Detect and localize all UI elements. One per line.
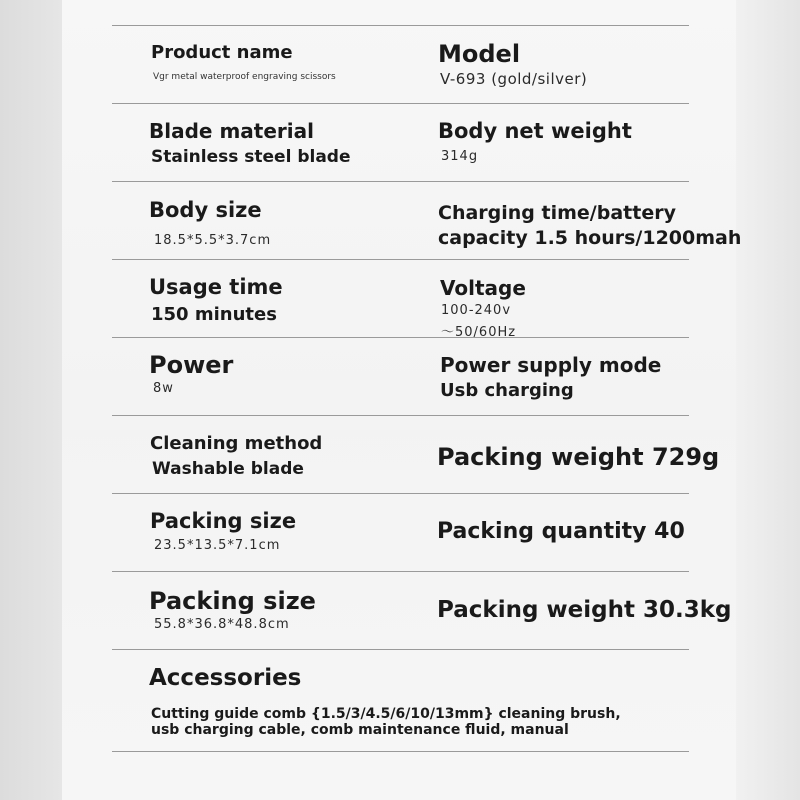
spec-value-carton-size: 55.8*36.8*48.8cm	[154, 617, 290, 632]
spec-label-carton-size: Packing size	[149, 587, 316, 615]
spec-packing-quantity: Packing quantity 40	[437, 519, 685, 544]
divider	[112, 25, 689, 26]
spec-value-product-name: Vgr metal waterproof engraving scissors	[153, 72, 336, 82]
spec-label-power: Power	[149, 351, 234, 379]
spec-label-model: Model	[438, 40, 521, 68]
accessories-heading: Accessories	[149, 665, 302, 691]
accessories-list-line-1: Cutting guide comb {1.5/3/4.5/6/10/13mm} cleaning brush,	[151, 706, 621, 722]
spec-value-voltage-frequency: ～50/60Hz	[441, 325, 517, 340]
divider	[112, 493, 689, 494]
spec-value-power-supply-mode: Usb charging	[440, 380, 574, 401]
spec-value-model: V-693 (gold/silver)	[440, 70, 588, 88]
divider	[112, 571, 689, 572]
spec-label-body-size: Body size	[149, 198, 262, 222]
spec-packing-weight-carton: Packing weight 30.3kg	[437, 597, 732, 623]
divider	[112, 337, 689, 338]
spec-value-power: 8w	[153, 381, 174, 396]
spec-value-voltage-range: 100-240v	[441, 303, 512, 318]
spec-value-body-size: 18.5*5.5*3.7cm	[154, 233, 272, 248]
accessories-list-line-2: usb charging cable, comb maintenance fluid, manual	[151, 722, 569, 738]
spec-label-usage-time: Usage time	[149, 275, 283, 299]
divider	[112, 259, 689, 260]
spec-label-product-name: Product name	[151, 42, 293, 63]
spec-value-cleaning-method: Washable blade	[152, 459, 304, 479]
divider	[112, 751, 689, 752]
spec-label-battery-capacity: capacity 1.5 hours/1200mah	[438, 227, 742, 249]
spec-label-cleaning-method: Cleaning method	[150, 433, 323, 454]
left-margin-band	[0, 0, 62, 800]
divider	[112, 181, 689, 182]
spec-value-packing-size: 23.5*13.5*7.1cm	[154, 538, 281, 553]
right-margin-band	[736, 0, 800, 800]
spec-label-power-supply-mode: Power supply mode	[440, 353, 662, 377]
divider	[112, 415, 689, 416]
spec-label-voltage: Voltage	[440, 276, 526, 300]
spec-value-body-net-weight: 314g	[441, 149, 479, 164]
spec-packing-weight-single: Packing weight 729g	[437, 443, 720, 471]
divider	[112, 103, 689, 104]
spec-label-charging-time: Charging time/battery	[438, 202, 676, 224]
spec-value-usage-time: 150 minutes	[151, 304, 277, 325]
spec-label-packing-size: Packing size	[150, 509, 297, 533]
divider	[112, 649, 689, 650]
spec-value-blade-material: Stainless steel blade	[151, 147, 351, 167]
spec-label-blade-material: Blade material	[149, 119, 314, 143]
spec-label-body-net-weight: Body net weight	[438, 119, 632, 143]
